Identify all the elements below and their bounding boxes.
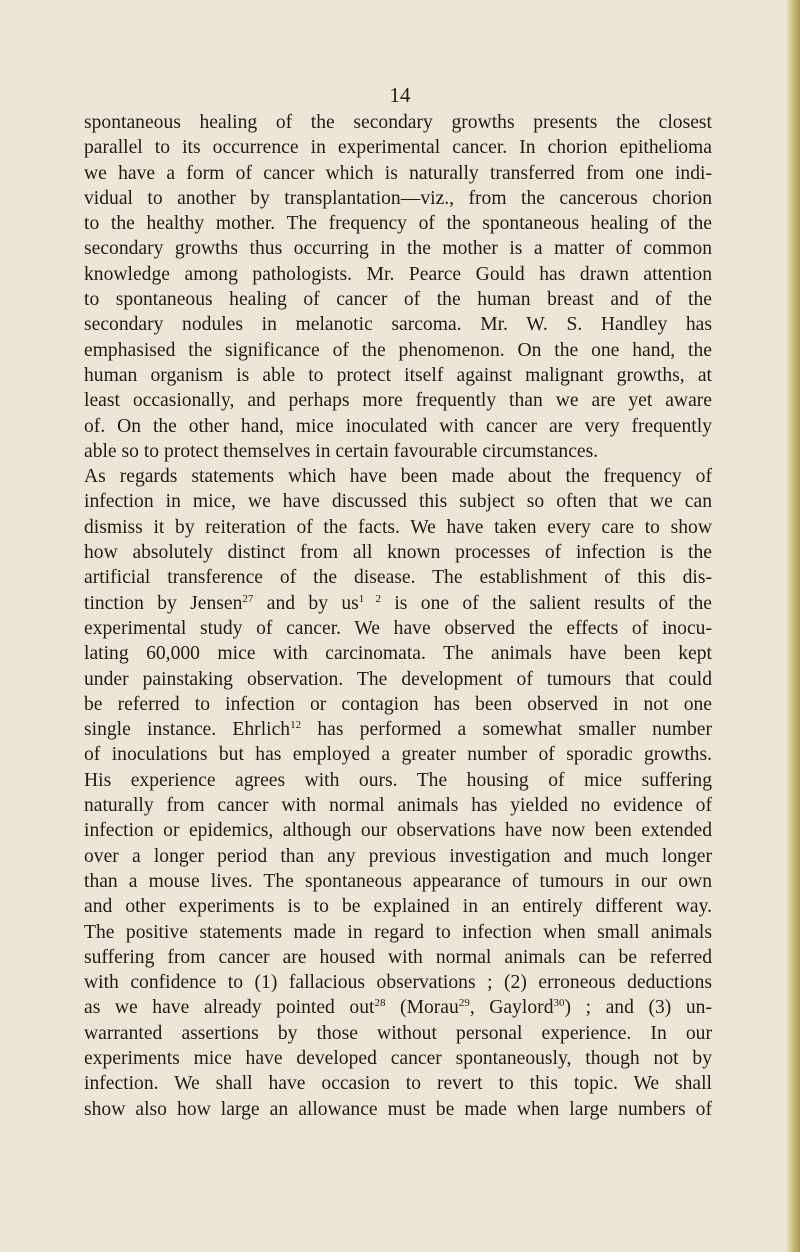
text-line: experimental study of cancer. We have observed the effects of inocu- — [84, 617, 712, 639]
text-line: The positive statements made in regard to infection when small animals — [84, 921, 712, 943]
text-line: be referred to infection or contagion has been observed in not one — [84, 693, 712, 715]
text-line-with-citations: as we have already pointed out$^{28}$ (Morau$^{29}$, Gaylord$^{30}$) ; and (3) un- — [84, 997, 712, 1019]
page-number: 14 — [389, 83, 411, 107]
text-line: human organism is able to protect itself against malignant growths, at — [84, 364, 712, 386]
text-line: and other experiments is to be explained in an entirely different way. — [84, 896, 712, 918]
text-line: to spontaneous healing of cancer of the human breast and of the — [84, 289, 712, 311]
text-line-with-citations: tinction by Jensen$^{27}$ and by $us^{1 2}$ is one of the salient results of the — [84, 592, 712, 614]
text-line: show also how large an allowance must be made when large numbers of — [84, 1098, 712, 1120]
text-line: to the healthy mother. The frequency of the spontaneous healing of the — [84, 213, 712, 235]
text-line: under painstaking observation. The development of tumours that could — [84, 668, 712, 690]
text-line: we have a form of cancer which is naturally transferred from one indi- — [84, 162, 712, 184]
text-line: naturally from cancer with normal animals has yielded no evidence of — [84, 795, 712, 817]
text-line: secondary nodules in melanotic sarcoma. Mr. W. S. Handley has — [84, 314, 712, 336]
citation-superscript: 29 — [458, 997, 470, 1010]
text-line: vidual to another by transplantation—viz., from the cancerous chorion — [84, 187, 712, 209]
text-line: parallel to its occurrence in experimental cancer. In chorion epithelioma — [84, 137, 712, 159]
citation-superscript: 1 2 — [358, 592, 381, 605]
text-line-paragraph-start: As regards statements which have been made about the frequency of — [84, 466, 712, 488]
citation-superscript: 30 — [553, 997, 565, 1010]
text-line-with-citations: single instance. Ehrlich$^{12}$ has performed a somewhat smaller number — [84, 719, 712, 741]
text-line: dismiss it by reiteration of the facts. We have taken every care to show — [84, 516, 712, 538]
text-line: infection or epidemics, although our observations have now been extended — [84, 820, 712, 842]
text-line-paragraph-end: able so to protect themselves in certain favourable circumstances. — [84, 440, 599, 462]
text-line: than a mouse lives. The spontaneous appearance of tumours in our own — [84, 870, 712, 892]
text-line: spontaneous healing of the secondary growths presents the closest — [84, 112, 712, 133]
body-text — [84, 110, 712, 1122]
text-line: suffering from cancer are housed with normal animals can be referred — [84, 946, 712, 968]
text-line: least occasionally, and perhaps more frequently than we are yet aware — [84, 390, 712, 412]
text-line: of. On the other hand, mice inoculated with cancer are very frequently — [84, 415, 712, 437]
text-line: how absolutely distinct from all known processes of infection is the — [84, 542, 712, 564]
citation-superscript: 28 — [374, 997, 386, 1010]
citation-superscript: 27 — [242, 592, 254, 605]
text-line: of inoculations but has employed a greater number of sporadic growths. — [84, 744, 712, 766]
text-line: His experience agrees with ours. The housing of mice suffering — [84, 769, 712, 791]
text-line: over a longer period than any previous investigation and much longer — [84, 845, 712, 867]
text-line: knowledge among pathologists. Mr. Pearce Gould has drawn attention — [84, 263, 712, 285]
text-line: infection. We shall have occasion to revert to this topic. We shall — [84, 1073, 712, 1095]
citation-superscript: 12 — [290, 719, 302, 732]
text-line: emphasised the significance of the phenomenon. On the one hand, the — [84, 339, 712, 361]
text-line: lating 60,000 mice with carcinomata. The animals have been kept — [84, 643, 712, 665]
text-line: experiments mice have developed cancer spontaneously, though not by — [84, 1047, 712, 1069]
text-line: with confidence to (1) fallacious observations ; (2) erroneous deductions — [84, 972, 712, 994]
text-line: warranted assertions by those without personal experience. In our — [84, 1022, 712, 1044]
page-edge-shadow — [786, 0, 800, 1252]
text-line: infection in mice, we have discussed this subject so often that we can — [84, 491, 712, 513]
text-line: secondary growths thus occurring in the mother is a matter of common — [84, 238, 712, 260]
text-line: artificial transference of the disease. The establishment of this dis- — [84, 567, 712, 589]
